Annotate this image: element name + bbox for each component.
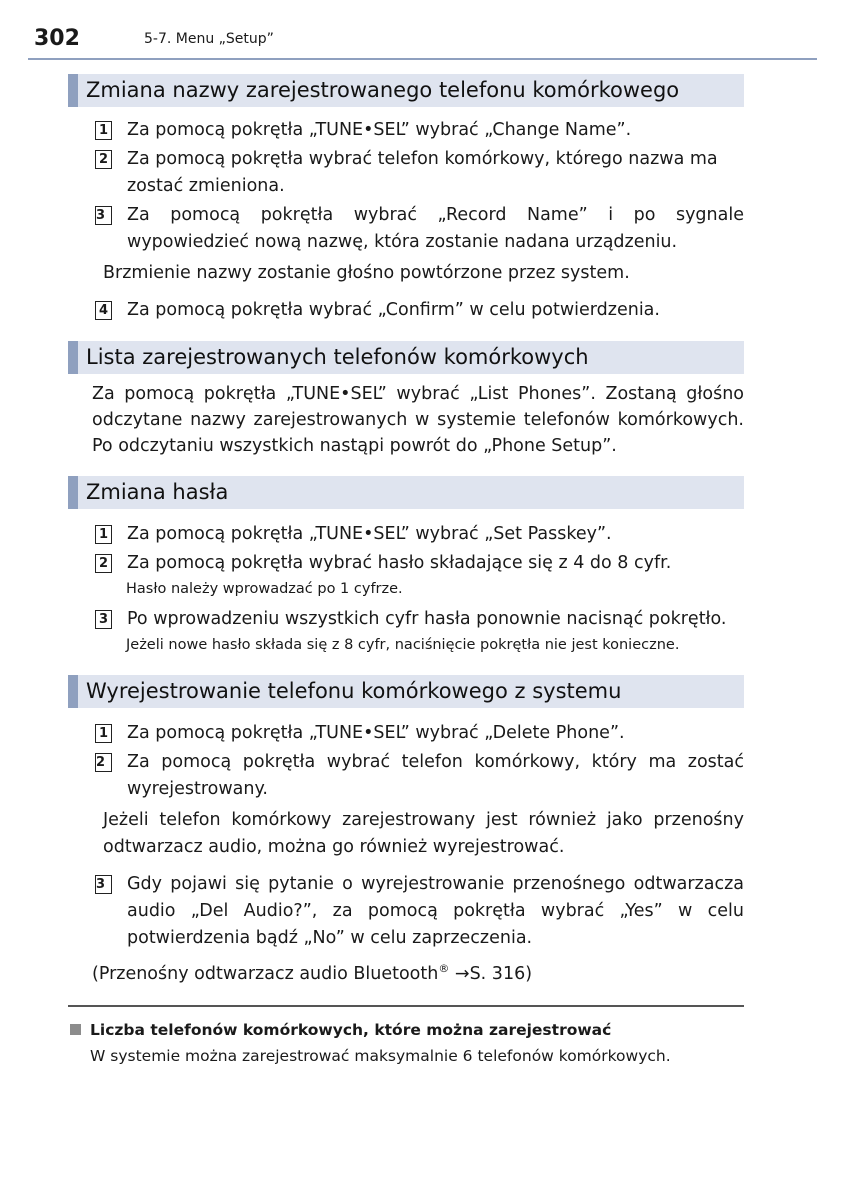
step-number: 2 [95, 150, 112, 169]
step-text: Za pomocą pokrętła wybrać telefon komórkowy, którego nazwa ma zostać zmieniona. [127, 149, 718, 196]
step-2 [68, 146, 744, 200]
square-bullet-icon [70, 1024, 81, 1035]
step-number: 3 [95, 875, 112, 894]
section-heading-delete: Wyrejestrowanie telefonu komórkowego z systemu [68, 675, 744, 708]
page-link[interactable]: →S. 316) [449, 963, 533, 984]
section-paragraph: Za pomocą pokrętła „TUNE•SEL” wybrać „List Phones”. Zostaną głośno odczytane nazwy zarejestrowanych w systemie telefonów komórkowych. Po odczytaniu wszystkich nastąpi powrót do „Phone Setup”. [92, 384, 744, 456]
step-number: 2 [95, 753, 112, 772]
page-number: 302 [34, 26, 80, 51]
section-heading-rename: Zmiana nazwy zarejestrowanego telefonu komórkowego [68, 74, 744, 107]
registered-mark: ® [438, 962, 450, 975]
step-2 [68, 550, 744, 577]
step-text: Za pomocą pokrętła wybrać telefon komórkowy, który ma zostać wyrejestrowany. [127, 752, 744, 799]
cross-reference [68, 956, 744, 987]
step-text: Za pomocą pokrętła „TUNE•SEL” wybrać „Delete Phone”. [127, 723, 625, 743]
step-3 [68, 202, 744, 256]
chapter-title: 5-7. Menu „Setup” [144, 31, 274, 47]
step-3 [68, 606, 744, 633]
step-text: Gdy pojawi się pytanie o wyrejestrowanie przenośnego odtwarzacza audio „Del Audio?”, za pomocą pokrętła wybrać „Yes” w celu potwierdzenia bądź „No” w celu zaprzeczenia. [127, 874, 744, 948]
step-number: 2 [95, 554, 112, 573]
step-number: 4 [95, 301, 112, 320]
page-content [68, 74, 744, 1068]
tip-title [68, 1019, 744, 1041]
step-1 [68, 521, 744, 548]
step-3 [68, 871, 744, 952]
step-text: Za pomocą pokrętła „TUNE•SEL” wybrać „Change Name”. [127, 120, 632, 140]
step-number: 1 [95, 525, 112, 544]
step-number: 3 [95, 206, 112, 225]
tip-divider [68, 1005, 744, 1007]
step-text: Za pomocą pokrętła „TUNE•SEL” wybrać „Set Passkey”. [127, 524, 612, 544]
step-number: 1 [95, 121, 112, 140]
step-text: Za pomocą pokrętła wybrać hasło składające się z 4 do 8 cyfr. [127, 553, 672, 573]
reference-text: (Przenośny odtwarzacz audio Bluetooth [92, 963, 439, 984]
step-number: 3 [95, 610, 112, 629]
tip-title-text: Liczba telefonów komórkowych, które można zarejestrować [90, 1020, 612, 1039]
step-2 [68, 749, 744, 803]
step-4 [68, 297, 744, 324]
tip-text: W systemie można zarejestrować maksymalnie 6 telefonów komórkowych. [90, 1046, 671, 1065]
step-1 [68, 720, 744, 747]
step-subnote: Hasło należy wprowadzać po 1 cyfrze. [126, 581, 403, 597]
step-number: 1 [95, 724, 112, 743]
page-header [28, 24, 817, 60]
section-heading-passkey: Zmiana hasła [68, 476, 744, 509]
step-1 [68, 117, 744, 144]
step-text: Za pomocą pokrętła wybrać „Record Name” i po sygnale wypowiedzieć nową nazwę, która zostanie nadana urządzeniu. [127, 205, 744, 252]
step-text: Po wprowadzeniu wszystkich cyfr hasła ponownie nacisnąć pokrętło. [127, 609, 727, 629]
step-subnote: Jeżeli nowe hasło składa się z 8 cyfr, naciśnięcie pokrętła nie jest konieczne. [126, 637, 680, 653]
step-text: Za pomocą pokrętła wybrać „Confirm” w celu potwierdzenia. [127, 300, 660, 320]
step-note: Brzmienie nazwy zostanie głośno powtórzone przez system. [103, 263, 630, 283]
section-heading-list: Lista zarejestrowanych telefonów komórkowych [68, 341, 744, 374]
step-note: Jeżeli telefon komórkowy zarejestrowany jest również jako przenośny odtwarzacz audio, można go również wyrejestrować. [103, 810, 744, 857]
